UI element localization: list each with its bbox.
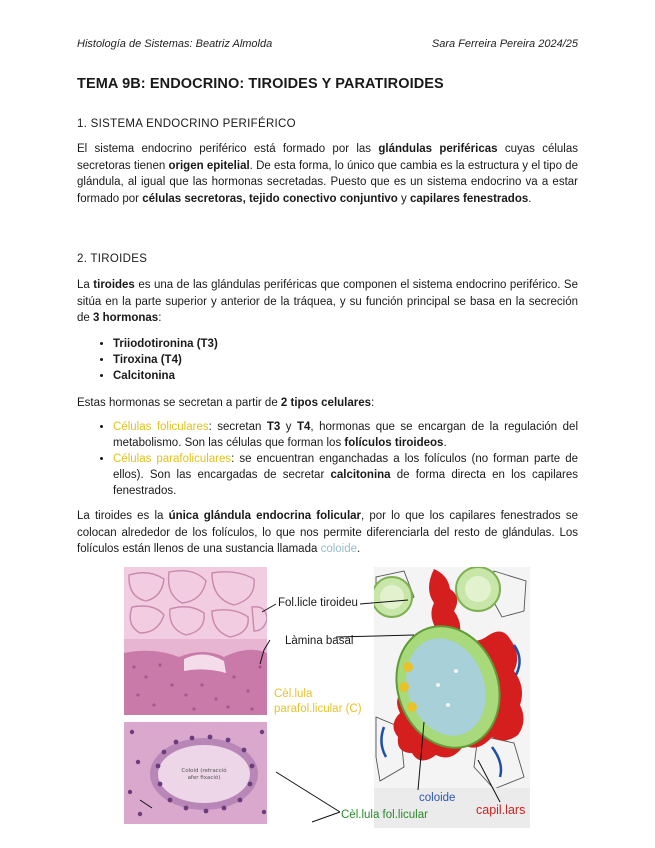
label-parafollicular-line1: Cèl.lula: [274, 688, 313, 700]
section1-heading: 1. SISTEMA ENDOCRINO PERIFÉRICO: [77, 118, 296, 130]
follicular-gland-paragraph: La tiroides es la única glándula endocrina folicular, por lo que los capilares fenestrados se colocan alrededor de los folículos, lo que nos permite diferenciarla del resto de glándulas. Los folículos están llenos de una sustancia llamada coloide.: [77, 510, 578, 555]
label-parafollicular-line2: parafol.licular (C): [274, 703, 362, 715]
label-capillars: capil.lars: [476, 803, 526, 817]
label-coloide: coloide: [419, 792, 456, 804]
section1-paragraph: El sistema endocrino periférico está formado por las glándulas periféricas cuyas células secretoras tienen origen epitelial. De esta forma, lo único que cambia es la estructura y el tipo de glándula, al igual que las hormonas secretadas. Puesto que es un sistema endocrino va a estar formado por células secretoras, tejido conectivo conjuntivo y capilares fenestrados.: [77, 143, 579, 205]
list-item: • Calcitonina: [113, 368, 218, 384]
label-follicle: Fol.licle tiroideu: [278, 597, 358, 609]
header-right: Sara Ferreira Pereira 2024/25: [431, 38, 578, 50]
cell-types-intro: Estas hormonas se secretan a partir de 2 tipos celulares:: [77, 397, 375, 409]
list-item-follicular: • Células foliculares: secretan T3 y T4, hormonas que se encargan de la regulación del metabolismo. Son las células que forman los folículos tiroideos.: [113, 419, 578, 451]
micrograph-caption: afer fixació): [187, 775, 221, 781]
list-item-parafollicular: • Células parafoliculares: se encuentran enganchadas a los folículos (no forman parte de ellos). Son las encargadas de secretar calcitonina de forma directa en los capilares fenestrados.: [113, 451, 578, 499]
micrograph-caption: Coloid (retracció: [181, 768, 227, 774]
header-left: Histología de Sistemas: Beatriz Almolda: [77, 38, 273, 50]
section2-heading: 2. TIROIDES: [77, 253, 148, 265]
label-follicular-cell: Cèl.lula fol.licular: [341, 809, 428, 821]
list-item: • Triiodotironina (T3): [113, 336, 218, 352]
label-lamina: Làmina basal: [285, 635, 354, 647]
page-title: TEMA 9B: ENDOCRINO: TIROIDES Y PARATIROIDES: [77, 76, 444, 92]
list-item: • Tiroxina (T4): [113, 352, 218, 368]
thyroid-intro-paragraph: La tiroides es una de las glándulas periféricas que componen el sistema endocrino periférico. Se sitúa en la parte superior y anterior de la tráquea, y su función principal se basa en la secreción de 3 hormonas:: [77, 279, 578, 324]
